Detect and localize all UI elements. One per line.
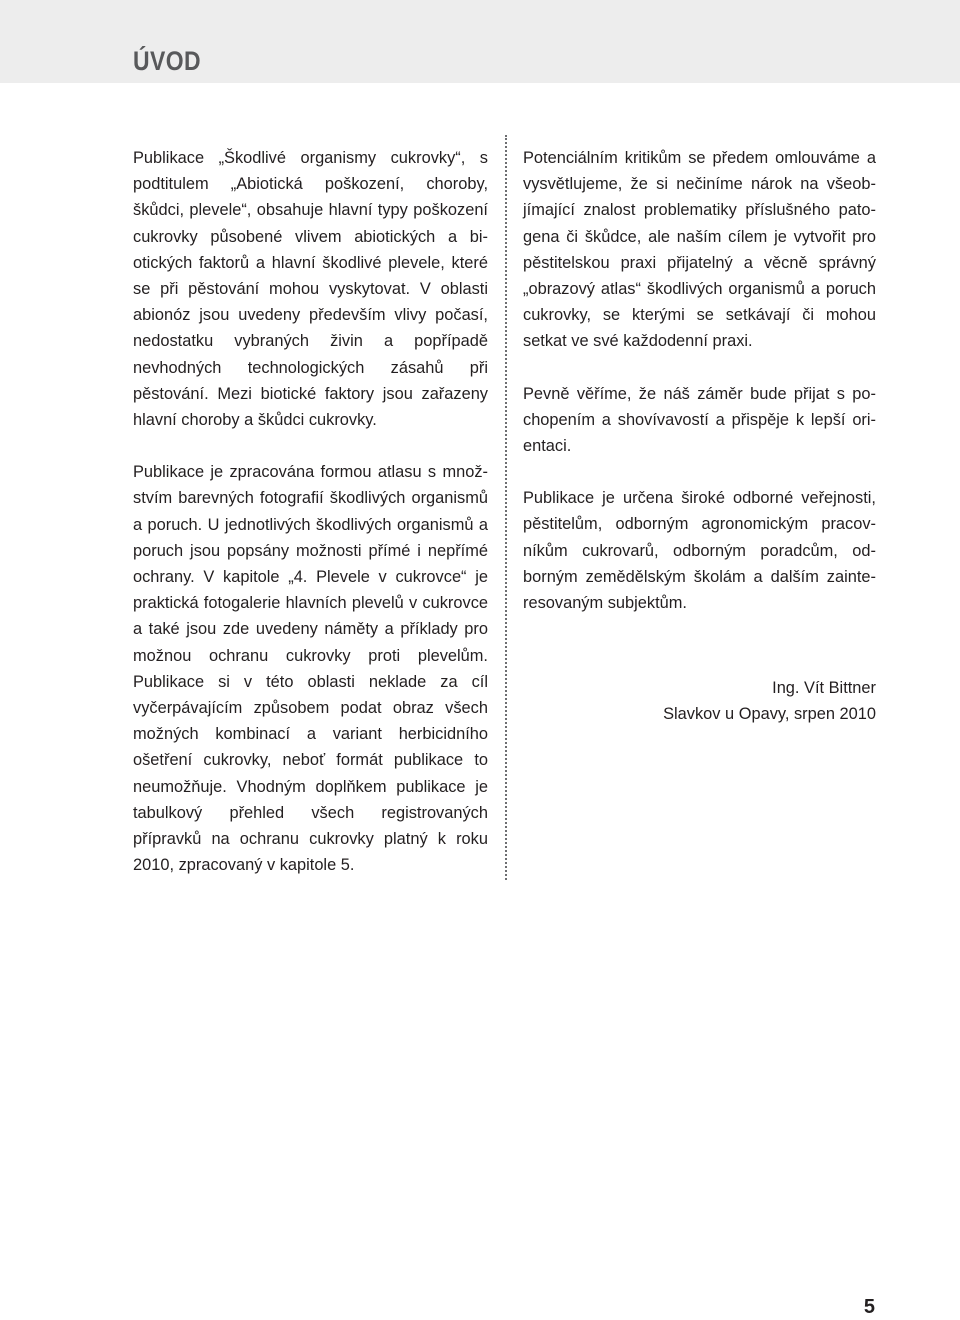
left-paragraph-intro: Publikace „Škodlivé organismy cukrovky“, s podtitulem „Abiotická poškození, choroby, škůdci, plevele“, obsahuje hlavní typy poškození cukrovky působené vlivem abiotických a biotických faktorů a hlavní škodlivé plevele, které se při pěstování mohou vyskytovat. V oblasti abionóz jsou uvedeny především vlivy počasí, nedostatku vybraných živin a popřípadě nevhodných technologických zásahů při pěstování. Mezi biotické faktory jsou zařazeny hlavní choroby a škůdci cukrovky.: [133, 149, 488, 430]
left-paragraph-atlas: Publikace je zpracována formou atlasu s množstvím barevných fotografií škodlivých organismů a poruch. U jednotlivých škodlivých organismů a poruch jsou popsány možnosti přímé i nepřímé ochrany. V kapitole „4. Plevele v cukrovce“ je praktická fotogalerie hlavních plevelů v cukrovce a také jsou zde uvedeny náměty a příklady pro možnou ochranu cukrovky proti plevelům. Publikace si v této oblasti neklade za cíl vyčerpávajícím způsobem podat obraz všech možných kombinací a variant herbicidního ošetření cukrovky, neboť formát publikace to neumožňuje. Vhodným doplňkem publikace je tabulkový přehled všech registrovaných přípravků na ochranu cukrovky platný k roku 2010, zpracovaný v kapitole 5.: [133, 463, 488, 875]
place-date: Slavkov u Opavy, srpen 2010: [663, 705, 876, 724]
page-title: ÚVOD: [133, 46, 202, 76]
right-paragraph-critics: Potenciálním kritikům se předem omlouváme a vysvětlujeme, že si nečiníme nárok na všeobjímající znalost problematiky příslušného patogena či škůdce, ale naším cílem je vytvořit pro pěstitelskou praxi přijatelný a věcně správný „obrazový atlas“ škodlivých organismů a poruch cukrovky, se kterými se setkávají či mohou setkat ve své každodenní praxi.: [523, 149, 876, 351]
page-number: 5: [863, 1296, 875, 1318]
signature-block: [523, 675, 876, 727]
right-paragraph-belief: Pevně věříme, že náš záměr bude přijat s pochopením a shovívavostí a přispěje k lepší orientaci.: [523, 384, 876, 456]
right-paragraph-audience: Publikace je určena široké odborné veřejnosti, pěstitelům, odborným agronomickým pracovníkům cukrovarů, odborným poradcům, odborným zemědělským školám a dalším zainteresovaným subjektům.: [523, 489, 876, 613]
right-column: [523, 145, 876, 616]
author-name: Ing. Vít Bittner: [772, 679, 876, 697]
left-column: [133, 145, 488, 878]
column-divider: [505, 135, 507, 880]
